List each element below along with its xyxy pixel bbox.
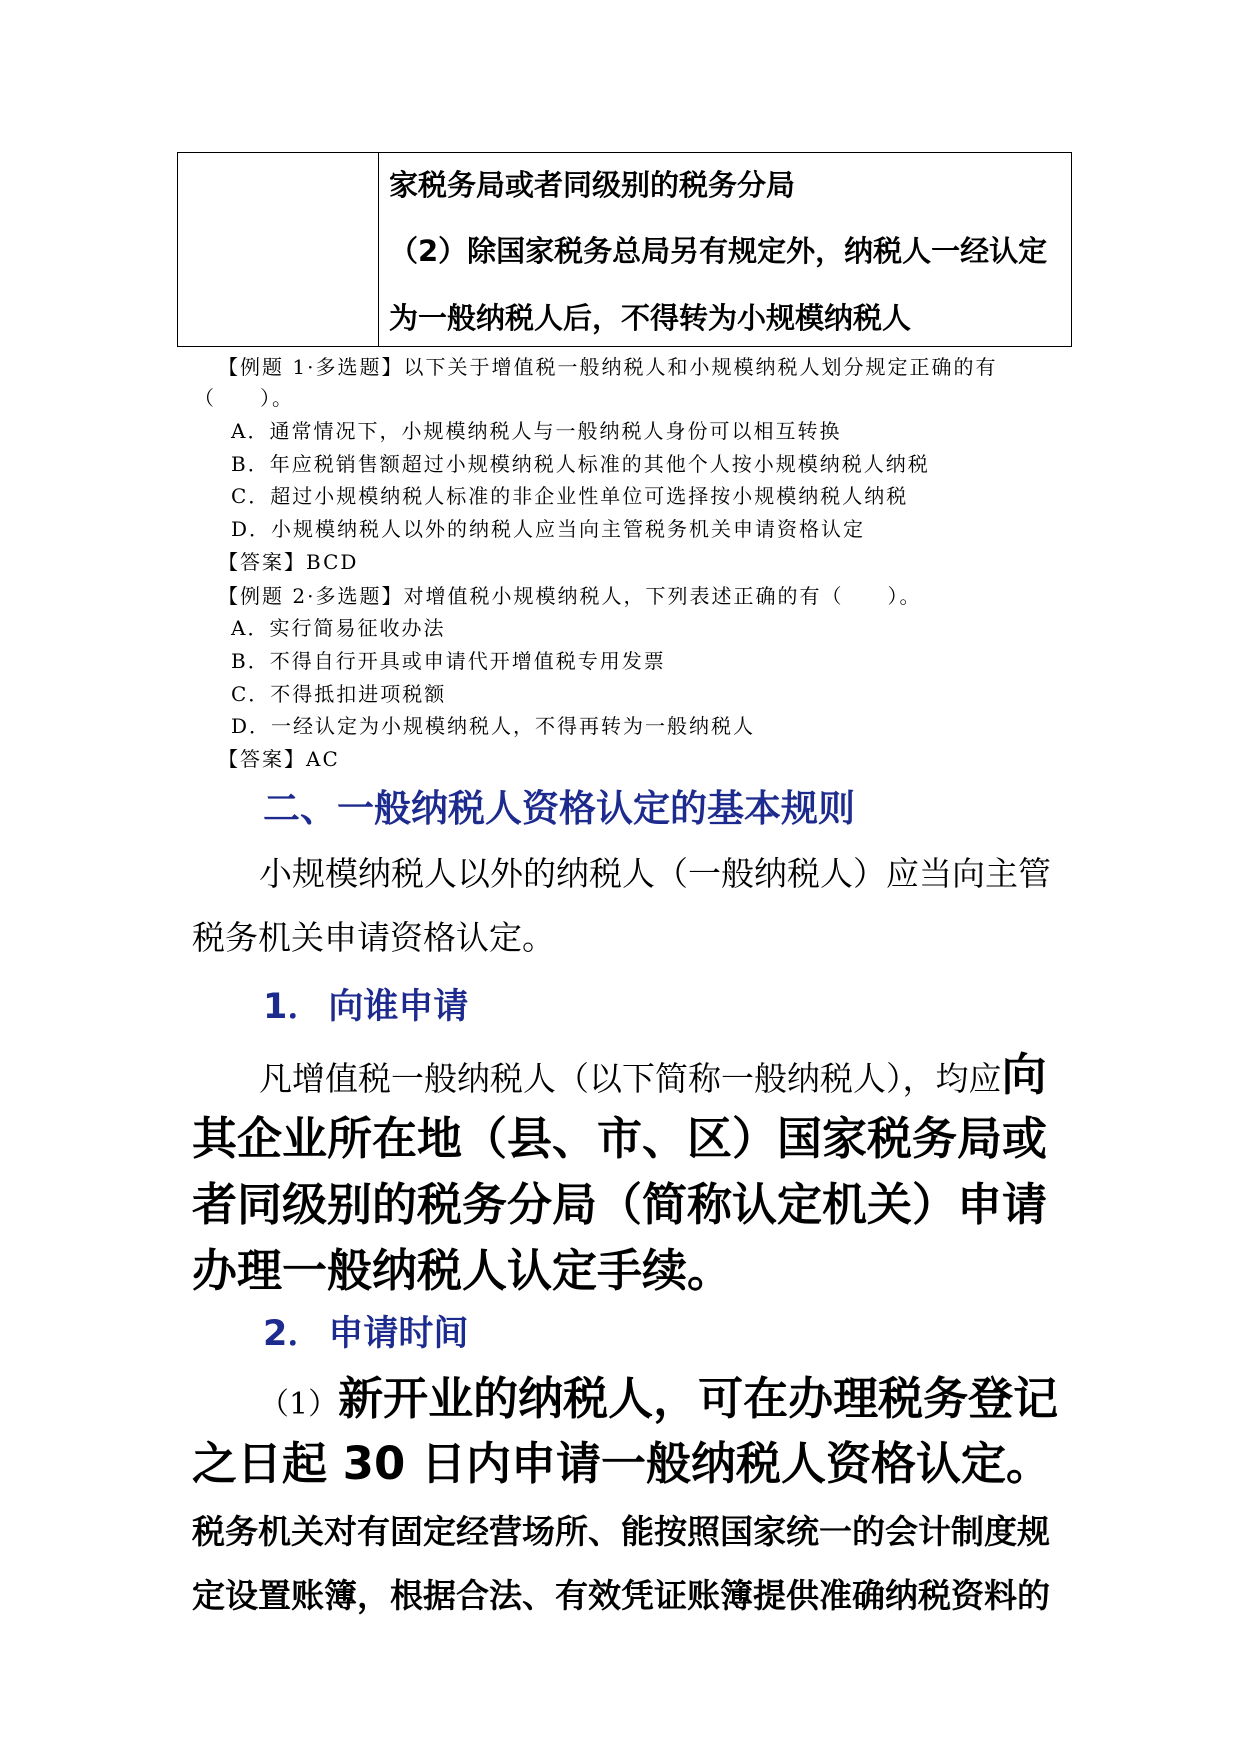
item1-emphasis-line: 办理一般纳税人认定手续。 — [192, 1244, 733, 1297]
example2-option-b: B．不得自行开具或申请代开增值税专用发票 — [231, 649, 666, 673]
item2-heading — [263, 1311, 468, 1357]
item1-emphasis-line: 者同级别的税务分局（简称认定机关）申请 — [192, 1178, 1048, 1231]
example2-answer: 【答案】AC — [218, 747, 340, 771]
item2-point1-line2: 之日起 30 日内申请一般纳税人资格认定。 — [192, 1437, 1051, 1490]
info-table — [177, 152, 1072, 347]
example1-answer: 【答案】BCD — [218, 550, 359, 574]
item1-line1-regular: 凡增值税一般纳税人（以下简称一般纳税人），均应 — [259, 1059, 1002, 1098]
item1-line1-emphasis: 向 — [1001, 1048, 1047, 1101]
example1-question-blank: （ ）。 — [194, 386, 294, 410]
example1-option-d: D．小规模纳税人以外的纳税人应当向主管税务机关申请资格认定 — [231, 517, 866, 541]
table-cell-line: 家税务局或者同级别的税务分局 — [389, 168, 796, 202]
intro-line: 小规模纳税人以外的纳税人（一般纳税人）应当向主管 — [259, 854, 1051, 893]
item1-title: 向谁申请 — [328, 987, 469, 1027]
example2-option-c: C．不得抵扣进项税额 — [231, 682, 447, 706]
item1-emphasis-line: 其企业所在地（县、市、区）国家税务局或 — [192, 1112, 1048, 1165]
item1-heading — [263, 984, 468, 1030]
item2-title: 申请时间 — [328, 1314, 469, 1354]
item2-body-line: 定设置账簿，根据合法、有效凭证账簿提供准确纳税资料的 — [192, 1576, 1050, 1615]
item2-point1-line1 — [259, 1372, 1058, 1436]
example1-option-c: C．超过小规模纳税人标准的非企业性单位可选择按小规模纳税人纳税 — [231, 484, 909, 508]
item2-body-line: 税务机关对有固定经营场所、能按照国家统一的会计制度规 — [192, 1512, 1050, 1551]
item2-point1-label: （1） — [259, 1387, 339, 1422]
table-cell-line: 为一般纳税人后，不得转为小规模纳税人 — [389, 301, 912, 335]
example1-option-b: B．年应税销售额超过小规模纳税人标准的其他个人按小规模纳税人纳税 — [231, 452, 930, 476]
item1-number: 1． — [263, 987, 323, 1027]
example2-option-d: D．一经认定为小规模纳税人，不得再转为一般纳税人 — [231, 714, 756, 738]
example1-option-a: A．通常情况下，小规模纳税人与一般纳税人身份可以相互转换 — [231, 419, 842, 443]
table-cell-line: （2）除国家税务总局另有规定外，纳税人一经认定 — [389, 234, 1048, 268]
item2-number: 2． — [263, 1314, 323, 1354]
intro-line: 税务机关申请资格认定。 — [192, 918, 555, 957]
example1-question: 【例题 1·多选题】以下关于增值税一般纳税人和小规模纳税人划分规定正确的有 — [218, 355, 998, 379]
example2-question: 【例题 2·多选题】对增值税小规模纳税人，下列表述正确的有（ ）。 — [218, 584, 922, 608]
item2-point1-text: 新开业的纳税人，可在办理税务登记 — [338, 1372, 1059, 1425]
item1-paragraph-line1 — [259, 1048, 1047, 1112]
example2-option-a: A．实行简易征收办法 — [231, 616, 446, 640]
table-cell-left — [178, 153, 379, 346]
section-heading: 二、一般纳税人资格认定的基本规则 — [263, 787, 855, 830]
